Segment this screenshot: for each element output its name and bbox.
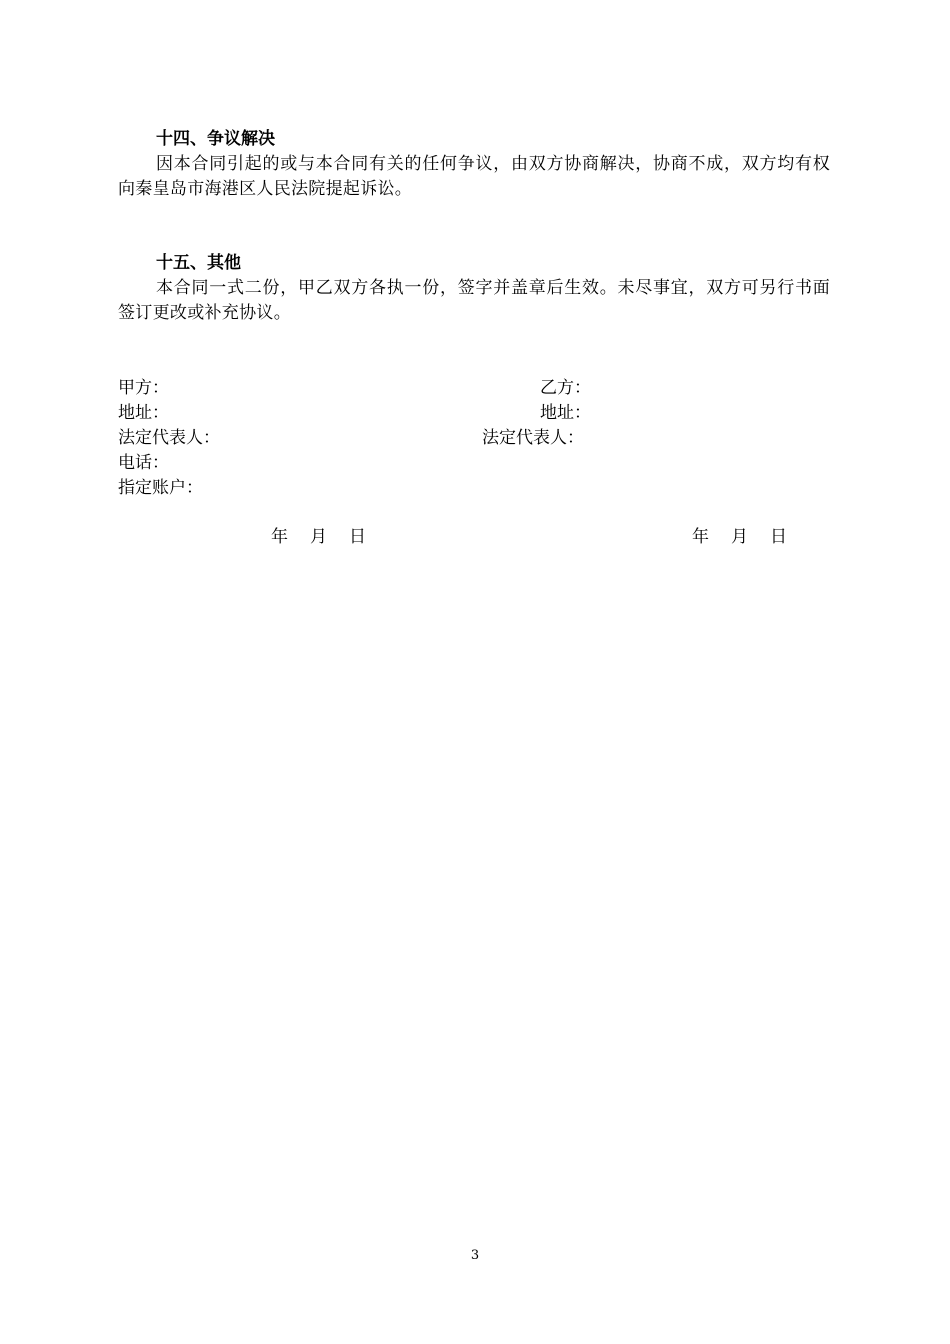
section-dispute-resolution [118, 127, 830, 202]
party-a-account-label: 指定账户： [118, 478, 203, 498]
party-a-phone-label: 电话： [118, 453, 169, 473]
date-year: 年 [271, 527, 288, 547]
date-month: 月 [731, 527, 748, 547]
section-other [118, 251, 830, 326]
section-body: 本合同一式二份，甲乙双方各执一份，签字并盖章后生效。未尽事宜，双方可另行书面签订更改或补充协议。 [118, 278, 830, 323]
party-a-representative-label: 法定代表人： [118, 428, 220, 448]
party-a-date [271, 525, 366, 550]
party-b-name-label: 乙方： [540, 378, 591, 398]
party-a-address-label: 地址： [118, 403, 169, 423]
section-heading: 十四、争议解决 [156, 129, 275, 149]
page-number: 3 [470, 1248, 480, 1263]
party-b-address-label: 地址： [540, 403, 591, 423]
date-day: 日 [349, 527, 366, 547]
date-month: 月 [310, 527, 327, 547]
section-body: 因本合同引起的或与本合同有关的任何争议，由双方协商解决，协商不成，双方均有权向秦皇岛市海港区人民法院提起诉讼。 [118, 154, 830, 199]
party-b-representative-label: 法定代表人： [482, 428, 584, 448]
date-day: 日 [770, 527, 787, 547]
date-year: 年 [692, 527, 709, 547]
section-heading: 十五、其他 [156, 253, 241, 273]
party-b-date [692, 525, 787, 550]
party-a-name-label: 甲方： [118, 378, 169, 398]
